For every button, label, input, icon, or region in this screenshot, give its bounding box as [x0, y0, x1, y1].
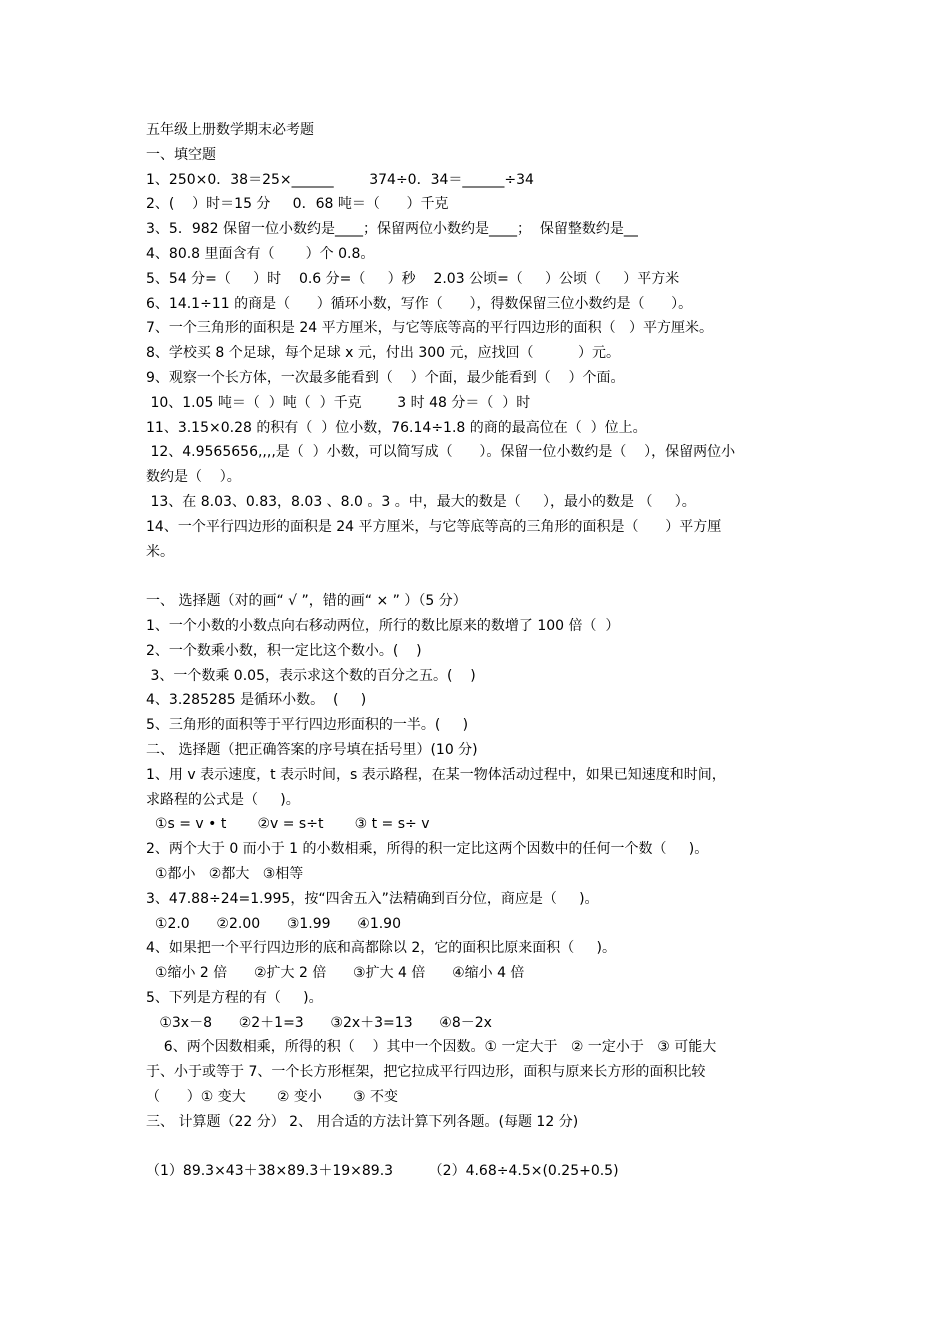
answer-options: ①2.0 ②2.00 ③1.99 ④1.90	[146, 915, 401, 932]
answer-options: （ ）① 变大 ② 变小 ③ 不变	[146, 1089, 399, 1106]
question-line: 求路程的公式是（ )。	[146, 791, 300, 808]
section-heading-true-false: 一、 选择题（对的画“ √ ”，错的画“ × ” ）（5 分）	[146, 593, 467, 610]
document-content	[146, 118, 816, 1184]
question-line: 6、14.1÷11 的商是（ ）循环小数，写作（ ），得数保留三位小数约是（ ）。	[146, 295, 693, 312]
question-line: 10、1.05 吨＝（ ）吨（ ）千克 3 时 48 分＝（ ）时	[146, 394, 531, 411]
blank-line	[146, 564, 816, 589]
question-line: 6、两个因数相乘，所得的积（ ）其中一个因数。① 一定大于 ② 一定小于 ③ 可能大	[146, 1039, 717, 1056]
section-heading-calculation: 三、 计算题（22 分） 2、 用合适的方法计算下列各题。(每题 12 分)	[146, 1113, 579, 1130]
answer-options: ①都小 ②都大 ③相等	[146, 865, 304, 882]
question-line: 5、54 分=（ ）时 0.6 分=（ ）秒 2.03 公顷=（ ）公顷（ ）平方米	[146, 270, 680, 287]
question-line: 数约是（ ）。	[146, 469, 241, 486]
question-line: 13、在 8.03、0.83，8.03 、8.0 。3 。中，最大的数是（ ），最小的数是 （ ）。	[146, 493, 696, 510]
question-line: 4、如果把一个平行四边形的底和高都除以 2，它的面积比原来面积（ )。	[146, 940, 616, 957]
question-line: 3、47.88÷24=1.995，按“四舍五入”法精确到百分位，商应是（ )。	[146, 890, 599, 907]
question-line: 于、小于或等于 7、一个长方形框架，把它拉成平行四边形，面积与原来长方形的面积比较	[146, 1064, 706, 1081]
question-line: 5、下列是方程的有（ )。	[146, 989, 323, 1006]
question-line: 11、3.15×0.28 的积有（ ）位小数，76.14÷1.8 的商的最高位在（ ）位上。	[146, 419, 647, 436]
question-line: 14、一个平行四边形的面积是 24 平方厘米，与它等底等高的三角形的面积是（ ）平方厘	[146, 518, 722, 535]
question-line: 8、学校买 8 个足球，每个足球 x 元，付出 300 元，应找回（ ）元。	[146, 345, 621, 362]
answer-options: ①s = v • t ②v = s÷t ③ t = s÷ v	[146, 816, 430, 833]
question-line: 4、3.285285 是循环小数。 ( )	[146, 692, 367, 709]
blank-line	[146, 1135, 816, 1160]
question-line: 3、一个数乘 0.05，表示求这个数的百分之五。( )	[146, 667, 476, 684]
section-heading-fill-blank: 一、填空题	[146, 146, 216, 163]
question-line: 1、一个小数的小数点向右移动两位，所行的数比原来的数增了 100 倍（ ）	[146, 617, 620, 634]
question-line: 3、5．982 保留一位小数约是____；保留两位小数约是____； 保留整数约是__	[146, 221, 638, 238]
question-line: 7、一个三角形的面积是 24 平方厘米，与它等底等高的平行四边形的面积（ ）平方厘米。	[146, 320, 713, 337]
question-line: 5、三角形的面积等于平行四边形面积的一半。( )	[146, 717, 469, 734]
question-line: 4、80.8 里面含有（ ）个 0.8。	[146, 245, 375, 262]
question-line: 12、4.9565656,,,,是（ ）小数，可以简写成（ ）。保留一位小数约是（ ），保留两位小	[146, 444, 736, 461]
document-title: 五年级上册数学期末必考题	[146, 122, 314, 138]
question-line: 2、两个大于 0 而小于 1 的小数相乘，所得的积一定比这两个因数中的任何一个数（ )。	[146, 841, 709, 858]
question-line: 2、一个数乘小数，积一定比这个数小。( )	[146, 642, 422, 659]
section-heading-multiple-choice: 二、 选择题（把正确答案的序号填在括号里）(10 分)	[146, 741, 478, 758]
question-line: 2、( ）时＝15 分 0．68 吨＝（ ）千克	[146, 196, 449, 213]
question-line: 1、用 v 表示速度，t 表示时间，s 表示路程，在某一物体活动过程中，如果已知速度和时间，	[146, 766, 726, 783]
calculation-problems: （1）89.3×43＋38×89.3＋19×89.3 （2）4.68÷4.5×(0.25+0.5)	[146, 1163, 619, 1180]
answer-options: ①3x－8 ②2＋1=3 ③2x＋3=13 ④8－2x	[146, 1014, 492, 1031]
question-line: 9、观察一个长方体，一次最多能看到（ ）个面，最少能看到（ ）个面。	[146, 369, 625, 386]
question-line: 米。	[146, 543, 174, 560]
answer-options: ①缩小 2 倍 ②扩大 2 倍 ③扩大 4 倍 ④缩小 4 倍	[146, 965, 525, 982]
question-line: 1、250×0．38＝25×______ 374÷0．34＝______÷34	[146, 171, 534, 188]
